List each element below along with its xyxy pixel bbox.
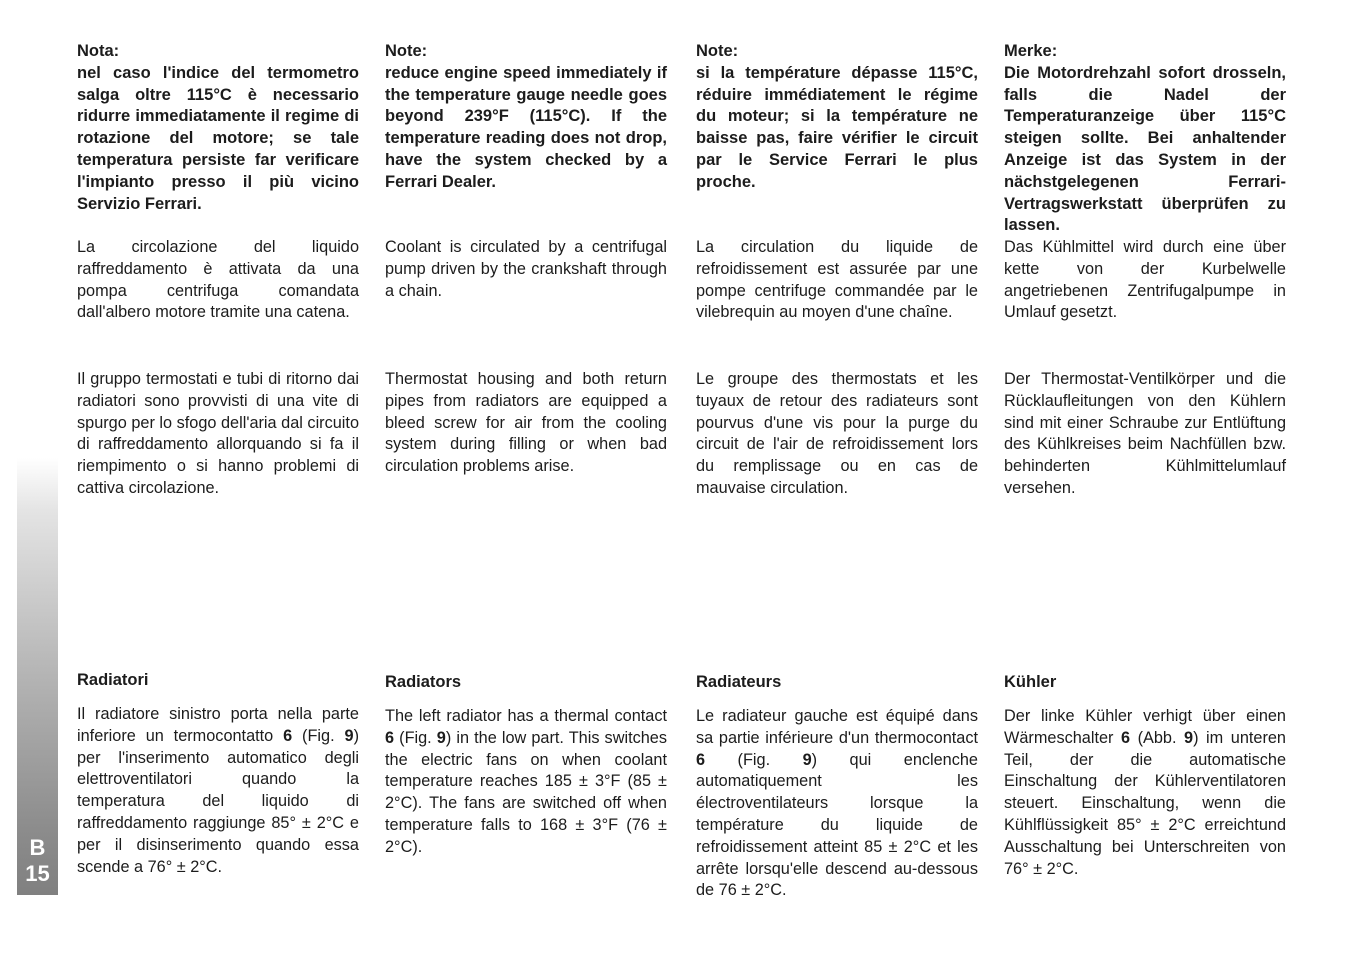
page-number: 15 (25, 860, 50, 886)
radiators-en-body (385, 706, 667, 859)
thermal-contact-ref: 6 (385, 728, 395, 747)
radiators-en-text (385, 706, 667, 859)
radiators-de-heading: Kühler (1004, 673, 1057, 691)
note-it-heading: Nota: (77, 42, 120, 60)
radiators-de-text (1004, 706, 1286, 880)
radiators-de-section (1004, 672, 1286, 693)
thermostat-en (385, 369, 667, 478)
section-tab-label (17, 826, 58, 895)
radiators-fr-section (696, 672, 978, 693)
coolant-en (385, 237, 667, 302)
radiators-en-section (385, 672, 667, 693)
text-run: (Fig. (394, 728, 437, 747)
coolant-fr (696, 237, 978, 324)
note-en-heading: Note: (385, 42, 428, 60)
text-run: ) per l'inserimento automatico degli elettroventilatori quando la temperatura del liquido di raffreddamento raggiunge 85° ± 2°C e per il disinserimento quando essa scende a 76° ± 2°C. (77, 726, 359, 876)
text-run: The left radiator has a thermal contact (385, 707, 667, 725)
thermal-contact-ref: 6 (283, 726, 293, 745)
note-it-text: nel caso l'indice del termometro salga oltre 115°C è necessario ridurre immediatamente il regime di rotazione del motore; se tale temperatura persiste far verificare l'impianto presso il più vicino Servizio Ferrari. (77, 63, 359, 213)
figure-ref: 9 (436, 728, 446, 747)
thermal-contact-ref: 6 (1121, 728, 1131, 747)
text-run: (Abb. (1130, 728, 1185, 747)
text-run: Il radiatore sinistro porta nella parte inferiore un termocontatto (77, 705, 359, 745)
note-de-text: Die Motordrehzahl sofort drosseln, falls die Nadel der Temperaturanzeige über 115°C steigen sollte. Bei anhaltender Anzeige ist das System in der nächstgelegenen Ferrari-Vertragswerkstatt überprüfen zu lassen. (1004, 63, 1286, 235)
coolant-it-text: La circolazione del liquido raffreddamento è attivata da una pompa centrifuga comandata dall'albero motore tramite una catena. (77, 238, 359, 322)
radiators-fr-heading: Radiateurs (696, 673, 782, 691)
thermostat-fr (696, 369, 978, 500)
note-fr (696, 41, 978, 194)
coolant-fr-text: La circulation du liquide de refroidissement est assurée par une pompe centrifuge commandée par le vilebrequin au moyen d'une chaîne. (696, 238, 978, 322)
text-run: (Fig. (292, 726, 345, 745)
radiators-it-text (77, 704, 359, 878)
radiators-it-heading: Radiatori (77, 671, 149, 689)
radiators-it-section (77, 670, 359, 691)
text-run: ) in the low part. This switches the electric fans on when coolant temperature reaches 185 ± 3°F (85 ± 2°C). The fans are switched off when temperature falls to 168 ± 3°F (76 ± 2°C). (385, 728, 667, 856)
coolant-de (1004, 237, 1286, 324)
thermostat-de (1004, 369, 1286, 500)
thermostat-de-text: Der Thermostat-Ventilkörper und die Rücklaufleitungen von den Kühlern sind mit einer Schraube zur Entlüftung des Kühlkreises beim Nachfüllen bzw. behinderten Kühlmittelumlauf versehen. (1004, 370, 1286, 497)
text-run: ) im unteren Teil, der die automatische Einschaltung der Kühlerventilatoren steuert. Einschaltung, wenn die Kühlflüssigkeit 85° ± 2°C erreichtund Ausschaltung bei Unterschreiten von 76° ± 2°C. (1004, 728, 1286, 878)
note-en (385, 41, 667, 194)
note-en-text: reduce engine speed immediately if the temperature gauge needle goes beyond 239°F (115°C). If the temperature reading does not drop, have the system checked by a Ferrari Dealer. (385, 63, 667, 191)
radiators-fr-body (696, 706, 978, 902)
radiators-en-heading: Radiators (385, 673, 462, 691)
coolant-en-text: Coolant is circulated by a centrifugal pump driven by the crankshaft through a chain. (385, 238, 667, 300)
thermostat-en-text: Thermostat housing and both return pipes from radiators are equipped a bleed screw for air from the cooling system during filling or when bad circulation problems arise. (385, 370, 667, 476)
text-run: Le radiateur gauche est équipé dans sa partie inférieure d'un thermocontact (696, 707, 978, 747)
text-run: Der linke Kühler verhigt über einen Wärmeschalter (1004, 707, 1286, 747)
figure-ref: 9 (1184, 728, 1194, 747)
radiators-it-body (77, 704, 359, 878)
figure-ref: 9 (802, 750, 812, 769)
radiators-de-body (1004, 706, 1286, 880)
figure-ref: 9 (344, 726, 354, 745)
thermostat-it-text: Il gruppo termostati e tubi di ritorno dai radiatori sono provvisti di una vite di spurgo per lo sfogo dell'aria dal circuito di raffreddamento allorquando si fa il riempimento o si hanno problemi di cattiva circolazione. (77, 370, 359, 497)
coolant-de-text: Das Kühlmittel wird durch eine über kette von der Kurbelwelle angetriebenen Zentrifugalpumpe in Umlauf gesetzt. (1004, 238, 1286, 322)
text-run: (Fig. (705, 750, 803, 769)
note-de (1004, 41, 1286, 237)
thermal-contact-ref: 6 (696, 750, 706, 769)
coolant-it (77, 237, 359, 324)
note-fr-text: si la température dépasse 115°C, réduire immédiatement le régime du moteur; si la température ne baisse pas, faire vérifier le circuit par le Service Ferrari le plus proche. (696, 63, 978, 191)
note-de-heading: Merke: (1004, 42, 1058, 60)
thermostat-it (77, 369, 359, 500)
text-run: ) qui enclenche automatiquement les électroventilateurs lorsque la température du liquide de refroidissement atteint 85 ± 2°C et les arrête lorsqu'elle descend au-dessous de 76 ± 2°C. (696, 750, 978, 900)
radiators-fr-text (696, 706, 978, 902)
note-fr-heading: Note: (696, 42, 739, 60)
thermostat-fr-text: Le groupe des thermostats et les tuyaux de retour des radiateurs sont pourvus d'une vis pour la purge du circuit de l'air de refroidissement lors du remplissage ou en cas de mauvaise circulation. (696, 370, 978, 497)
note-it (77, 41, 359, 215)
section-letter: B (29, 834, 46, 860)
